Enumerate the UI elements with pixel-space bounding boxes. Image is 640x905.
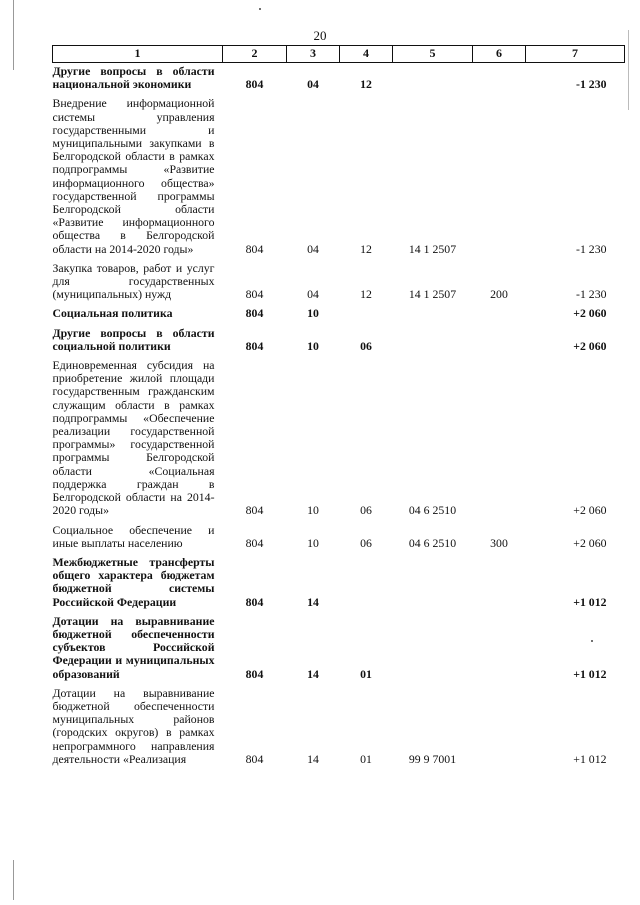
- row-code-c2: 804: [245, 77, 264, 92]
- row-code-c2: 804: [245, 241, 264, 256]
- row-code-c5: [393, 305, 473, 324]
- scan-speck: [591, 640, 593, 642]
- row-code-c3: 04: [307, 77, 319, 92]
- row-code-c2: 804: [245, 751, 264, 766]
- row-code-c6: [473, 554, 526, 613]
- row-code-c2: 804: [245, 306, 264, 321]
- row-code-c4: 01: [360, 751, 372, 766]
- row-description: Внедрение информационной системы управления государственными и муниципальными закупками в Белгородской области в рамках подпрограммы «Развитие информационного общества» государственной программы Белгородской области «Развитие информационного общества в Белгородской области на 2014-2020 годы»: [52, 96, 215, 256]
- row-description: Единовременная субсидия на приобретение жилой площади государственным гражданским служащим области в рамках подпрограммы «Обеспечение реализации государственной программы» государственной программы Белгородской области «Социальная поддержка граждан в Белгородской области на 2014-2020 годы»: [52, 358, 215, 518]
- row-amount: -1 230: [576, 287, 607, 302]
- header-col-1: 1: [53, 46, 223, 63]
- header-col-4: 4: [340, 46, 393, 63]
- row-code-c6: [473, 685, 526, 770]
- row-code-c5: [393, 554, 473, 613]
- left-margin-line: [13, 0, 14, 70]
- header-row: [53, 46, 625, 63]
- row-amount: +2 060: [573, 535, 607, 550]
- row-code-c2: 804: [245, 338, 264, 353]
- table-row: [53, 305, 625, 324]
- page-number: 20: [313, 28, 327, 43]
- row-amount: +2 060: [573, 306, 607, 321]
- row-code-c4: 06: [360, 503, 372, 518]
- table-row: [53, 95, 625, 259]
- row-code-c6: 300: [490, 535, 508, 550]
- row-code-c2: 804: [245, 503, 264, 518]
- row-description: Дотации на выравнивание бюджетной обеспеченности субъектов Российской Федерации и муниципальных образований: [52, 613, 215, 681]
- row-description: Другие вопросы в области национальной экономики: [52, 64, 215, 92]
- row-code-c5: 04 6 2510: [408, 503, 457, 518]
- row-code-c3: 14: [307, 594, 319, 609]
- row-code-c6: [473, 613, 526, 685]
- table-row: [53, 613, 625, 685]
- row-code-c4: 12: [360, 241, 372, 256]
- row-code-c5: [393, 63, 473, 96]
- row-description: Закупка товаров, работ и услуг для государственных (муниципальных) нужд: [52, 260, 215, 302]
- header-col-2: 2: [223, 46, 287, 63]
- row-code-c6: [473, 325, 526, 357]
- row-code-c3: 04: [307, 241, 319, 256]
- row-code-c4: 06: [360, 338, 372, 353]
- row-code-c4: 12: [360, 287, 372, 302]
- row-code-c3: 10: [307, 338, 319, 353]
- row-code-c4: 01: [360, 666, 372, 681]
- row-code-c3: 10: [307, 503, 319, 518]
- row-amount: -1 230: [576, 241, 607, 256]
- table-row: [53, 357, 625, 521]
- row-amount: +2 060: [573, 503, 607, 518]
- table-row: [53, 554, 625, 613]
- row-description: Социальная политика: [52, 306, 173, 321]
- row-code-c2: 804: [245, 287, 264, 302]
- row-code-c2: 804: [245, 666, 264, 681]
- table-row: [53, 63, 625, 96]
- row-code-c3: 14: [307, 666, 319, 681]
- table-row: [53, 260, 625, 306]
- row-code-c3: 10: [307, 306, 319, 321]
- row-code-c6: 200: [490, 287, 508, 302]
- header-col-7: 7: [526, 46, 625, 63]
- row-description: Межбюджетные трансферты общего характера бюджетам бюджетной системы Российской Федерации: [52, 554, 215, 609]
- row-code-c3: 14: [307, 751, 319, 766]
- table-row: [53, 325, 625, 357]
- row-code-c2: 804: [245, 535, 264, 550]
- row-amount: +1 012: [573, 594, 607, 609]
- row-code-c5: 99 9 7001: [408, 751, 457, 766]
- table-row: [53, 522, 625, 554]
- row-amount: +1 012: [573, 751, 607, 766]
- row-code-c3: 10: [307, 535, 319, 550]
- row-code-c6: [473, 357, 526, 521]
- row-code-c6: [473, 95, 526, 259]
- row-code-c5: [393, 325, 473, 357]
- right-margin-line: [628, 30, 629, 110]
- row-code-c4: 06: [360, 535, 372, 550]
- row-code-c4: 12: [360, 77, 372, 92]
- row-code-c4: [340, 305, 393, 324]
- row-code-c6: [473, 63, 526, 96]
- row-code-c2: 804: [245, 594, 264, 609]
- row-description: Другие вопросы в области социальной политики: [52, 325, 215, 353]
- header-col-5: 5: [393, 46, 473, 63]
- header-col-3: 3: [287, 46, 340, 63]
- row-description: Дотации на выравнивание бюджетной обеспеченности муниципальных районов (городских округов) в рамках непрограммного направления деятельности «Реализация: [52, 685, 215, 766]
- header-col-6: 6: [473, 46, 526, 63]
- row-code-c4: [340, 554, 393, 613]
- row-code-c6: [473, 305, 526, 324]
- table-body: [53, 63, 625, 770]
- row-amount: -1 230: [576, 77, 607, 92]
- row-code-c5: 14 1 2507: [408, 241, 457, 256]
- row-code-c5: 14 1 2507: [408, 287, 457, 302]
- scan-speck: [259, 8, 261, 10]
- row-amount: +1 012: [573, 666, 607, 681]
- row-code-c5: 04 6 2510: [408, 535, 457, 550]
- row-amount: +2 060: [573, 338, 607, 353]
- table-row: [53, 685, 625, 770]
- left-margin-line: [13, 860, 14, 900]
- budget-table: [52, 45, 625, 770]
- row-code-c3: 04: [307, 287, 319, 302]
- row-description: Социальное обеспечение и иные выплаты населению: [52, 522, 215, 550]
- row-code-c5: [393, 613, 473, 685]
